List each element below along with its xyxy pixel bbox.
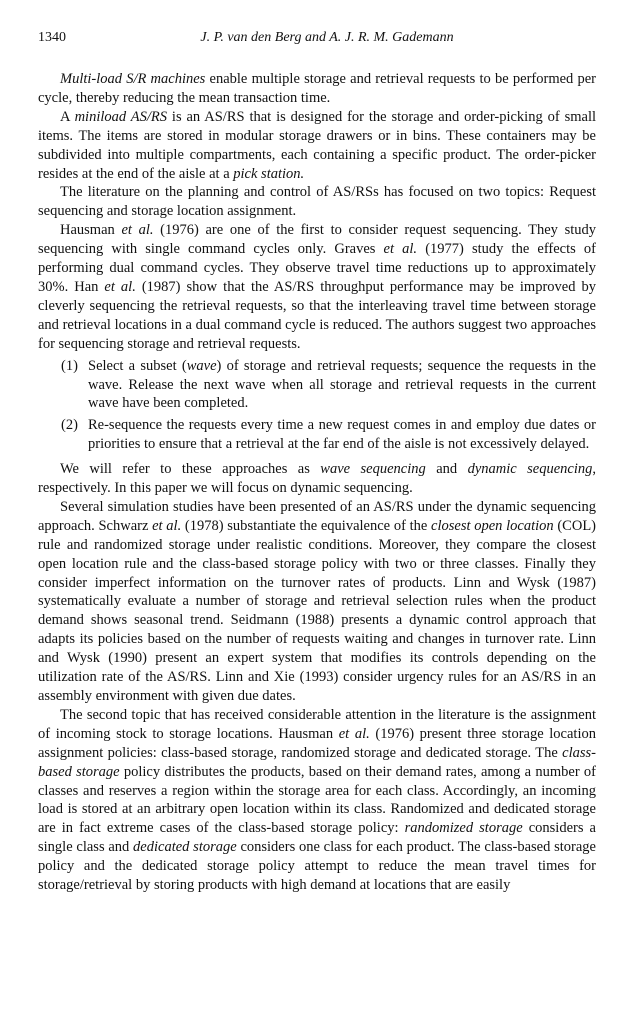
paragraph-7: The second topic that has received considerable attention in the literature is the assignment of incoming stock to storage locations. Hausman et al. (1976) present three storage location assignment policies: class-based storage, randomized storage and dedicated storage. The class-based storage policy distributes the products, based on their demand rates, among a number of classes and reserves a region within the storage area for each class. Accordingly, an incoming load is stored at an arbitrary open location within its class. Randomized and dedicated storage are in fact extreme cases of the class-based storage policy: randomized storage considers a single class and dedicated storage considers one class for each product. The class-based storage policy and the dedicated storage policy attempt to reduce the mean travel times for storage/retrieval by storing products with high demand at locations that are easily: [38, 706, 596, 894]
running-head: J. P. van den Berg and A. J. R. M. Gademann: [200, 30, 454, 45]
paragraph-4: Hausman et al. (1976) are one of the first to consider request sequencing. They study sequencing with single command cycles only. Graves et al. (1977) study the effects of performing dual command cycles. They observe travel time reductions up to approximately 30%. Han et al. (1987) show that the AS/RS throughput performance may be improved by cleverly sequencing the retrieval requests, so that the interleaving travel time between storage and retrieval locations in a dual command cycle is reduced. The authors suggest two approaches for sequencing storage and retrieval requests.: [38, 222, 597, 352]
numbered-list: [38, 357, 596, 455]
paragraph-6: Several simulation studies have been presented of an AS/RS under the dynamic sequencing approach. Schwarz et al. (1978) substantiate the equivalence of the closest open location (COL) rule and randomized storage under realistic conditions. Moreover, they compare the closest open location rule and the class-based storage policy with two or three classes. Finally they consider imperfect information on the turnover rates of products. Linn and Wysk (1987) systematically evaluate a number of storage and retrieval selection rules when the product demand shows seasonal trend. Seidmann (1988) presents a dynamic control approach that adapts its policies based on the number of requests waiting and changes in turnover rate. Linn and Wysk (1990) present an expert system that modifies its controls depending on the utilization rate of the AS/RS. Linn and Xie (1993) consider urgency rules for an AS/RS in an assembly environment with given due dates.: [38, 498, 597, 704]
list-item: (2) Re-sequence the requests every time a new request comes in and employ due dates or priorities to ensure that a retrieval at the far end of the aisle is not excessively delayed.: [61, 417, 596, 453]
paragraph-3: The literature on the planning and control of AS/RSs has focused on two topics: Request sequencing and storage location assignment.: [38, 184, 596, 220]
page-header: [38, 30, 596, 50]
page-number: 1340: [38, 30, 66, 45]
paragraph-2: A miniload AS/RS is an AS/RS that is designed for the storage and order-picking of small items. The items are stored in modular storage drawers or in bins. These containers may be subdivided into multiple compartments, each containing a specific product. The order-picker resides at the end of the aisle at a pick station.: [38, 108, 596, 182]
paragraph-5: We will refer to these approaches as wave sequencing and dynamic sequencing, respectively. In this paper we will focus on dynamic sequencing.: [38, 461, 596, 497]
page: [38, 30, 596, 895]
paragraph-1: Multi-load S/R machines enable multiple storage and retrieval requests to be performed per cycle, thereby reducing the mean transaction time.: [38, 71, 596, 106]
list-item: (1) Select a subset (wave) of storage and retrieval requests; sequence the requests in the wave. Release the next wave when all storage and retrieval requests in the current wave have been completed.: [61, 357, 596, 412]
